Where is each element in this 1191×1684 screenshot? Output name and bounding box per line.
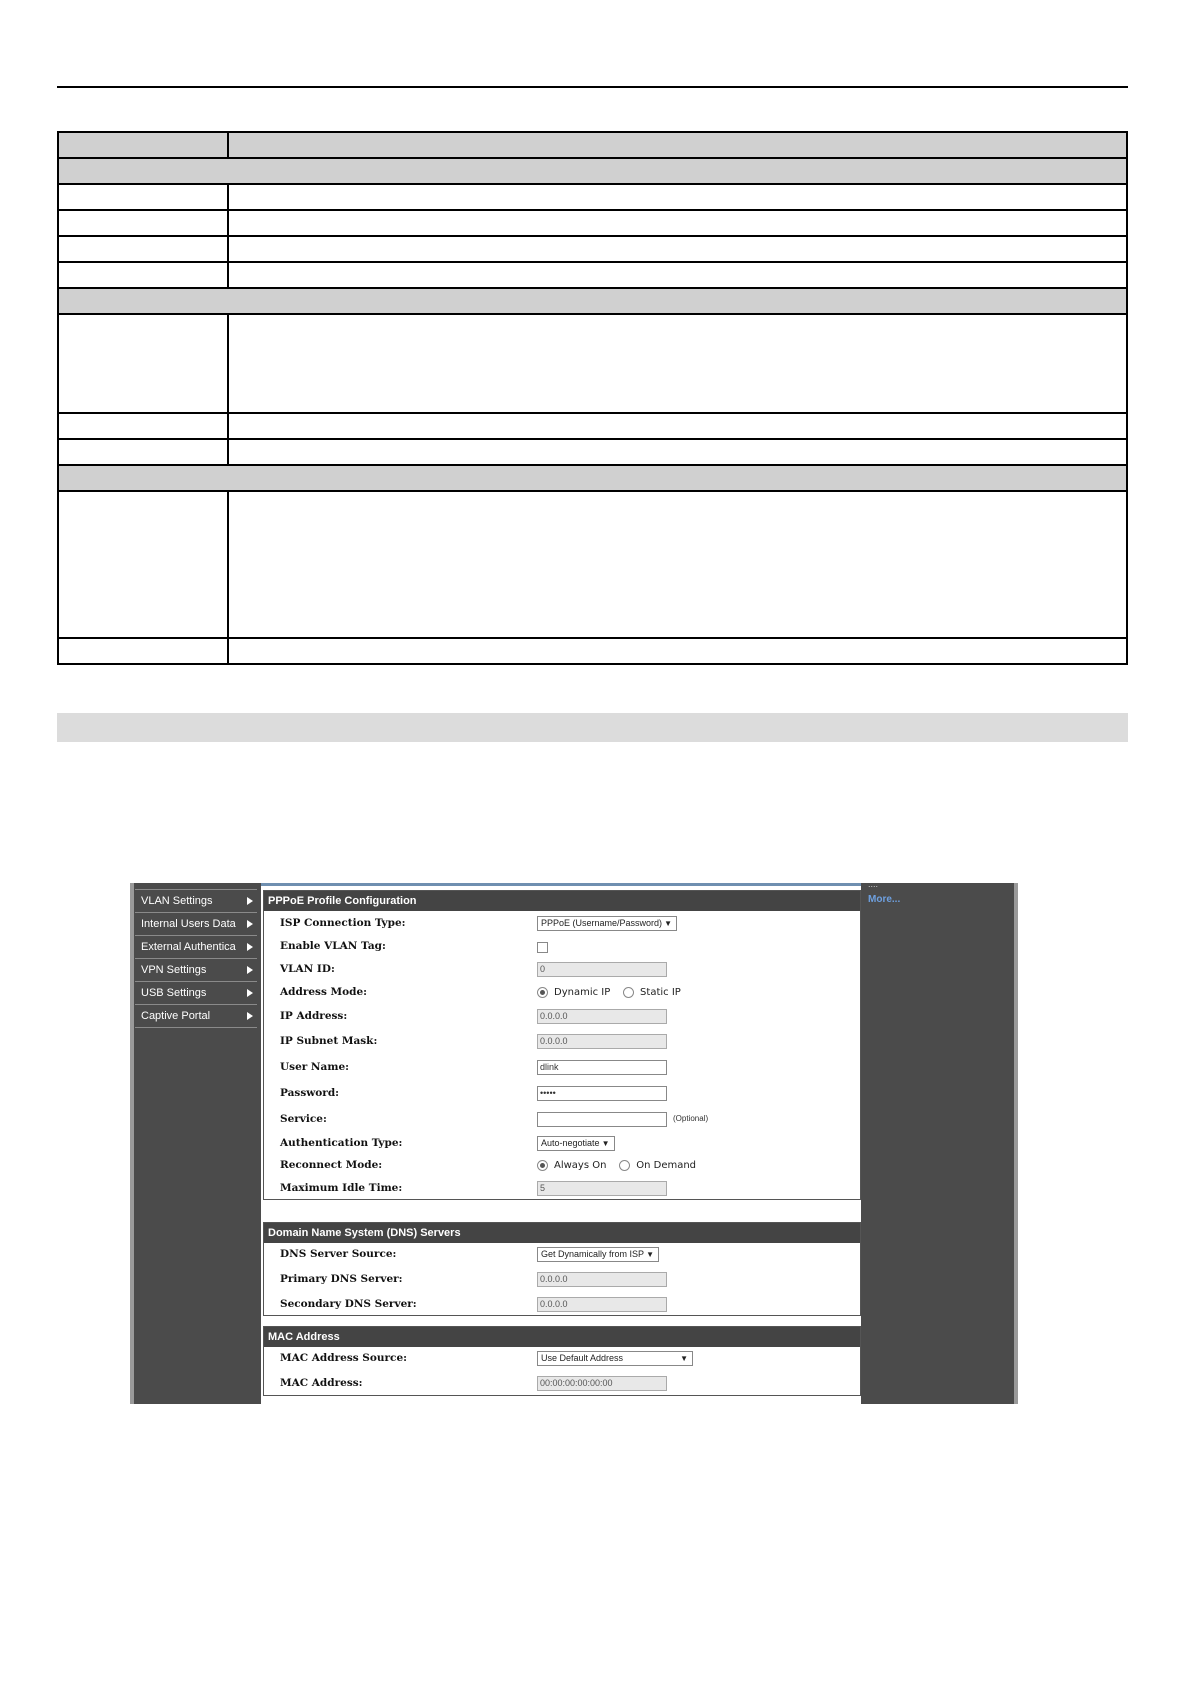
mac-address-source-select[interactable]: Use Default Address ▼ (537, 1351, 693, 1366)
dns-server-source-select[interactable]: Get Dynamically from ISP ▼ (537, 1247, 659, 1262)
ip-subnet-mask-input[interactable]: 0.0.0.0 (537, 1034, 667, 1049)
dropdown-arrow-icon: ▼ (680, 1354, 688, 1363)
sidebar-item-usb-settings[interactable]: USB Settings (135, 981, 257, 1004)
sidebar-item-internal-users-data[interactable]: Internal Users Data (135, 912, 257, 935)
secondary-dns-row (264, 1295, 860, 1315)
primary-dns-input[interactable]: 0.0.0.0 (537, 1272, 667, 1287)
chevron-right-icon (247, 943, 253, 951)
dynamic-ip-radio[interactable] (537, 987, 548, 998)
dns-server-source-label: DNS Server Source: (280, 1248, 397, 1260)
chevron-right-icon (247, 1012, 253, 1020)
mac-address-source-label: MAC Address Source: (280, 1352, 408, 1364)
enable-vlan-tag-label: Enable VLAN Tag: (280, 940, 386, 952)
mac-address-label: MAC Address: (280, 1377, 363, 1389)
chevron-right-icon (247, 897, 253, 905)
ip-address-input[interactable]: 0.0.0.0 (537, 1009, 667, 1024)
address-mode-row (264, 983, 860, 1003)
mac-address-row (264, 1374, 860, 1394)
user-name-input[interactable]: dlink (537, 1060, 667, 1075)
always-on-radio[interactable] (537, 1160, 548, 1171)
dns-server-source-row (264, 1245, 860, 1265)
always-on-label: Always On (554, 1160, 607, 1171)
vlan-id-row (264, 960, 860, 980)
dynamic-ip-label: Dynamic IP (554, 987, 611, 998)
main-content (261, 883, 861, 1404)
table-row (58, 184, 1127, 210)
sidebar-item-vpn-settings[interactable]: VPN Settings (135, 958, 257, 981)
table-row (58, 236, 1127, 262)
service-input[interactable] (537, 1112, 667, 1127)
dns-panel-title: Domain Name System (DNS) Servers (264, 1223, 860, 1243)
table-row (58, 491, 1127, 638)
static-ip-radio[interactable] (623, 987, 634, 998)
isp-connection-type-select[interactable]: PPPoE (Username/Password) ▼ (537, 916, 677, 931)
vlan-id-input[interactable]: 0 (537, 962, 667, 977)
table-row (58, 314, 1127, 413)
table-header-row (58, 132, 1127, 158)
secondary-dns-label: Secondary DNS Server: (280, 1298, 417, 1310)
mac-panel (263, 1326, 861, 1396)
vlan-id-label: VLAN ID: (280, 963, 335, 975)
content-top-line (261, 883, 861, 886)
service-row (264, 1110, 860, 1130)
table-row (58, 439, 1127, 465)
maximum-idle-time-label: Maximum Idle Time: (280, 1182, 403, 1194)
ip-subnet-mask-row (264, 1032, 860, 1052)
on-demand-label: On Demand (636, 1160, 697, 1171)
on-demand-radio[interactable] (619, 1160, 630, 1171)
password-label: Password: (280, 1087, 340, 1099)
pppoe-panel (263, 890, 861, 1200)
dropdown-arrow-icon: ▼ (664, 919, 673, 928)
reconnect-mode-label: Reconnect Mode: (280, 1159, 383, 1171)
mac-panel-title: MAC Address (264, 1327, 860, 1347)
enable-vlan-tag-checkbox[interactable] (537, 942, 548, 953)
static-ip-label: Static IP (640, 987, 681, 998)
header-rule (57, 86, 1128, 88)
sidebar-item-external-authentication[interactable]: External Authentica (135, 935, 257, 958)
chevron-right-icon (247, 989, 253, 997)
sidebar-item-vlan-settings[interactable]: VLAN Settings (135, 889, 257, 912)
table-section-row (58, 465, 1127, 491)
table-row (58, 210, 1127, 236)
dropdown-arrow-icon: ▼ (601, 1139, 610, 1148)
router-ui-screenshot (130, 883, 1018, 1404)
pppoe-panel-title: PPPoE Profile Configuration (264, 891, 860, 911)
password-row (264, 1084, 860, 1104)
parameter-table (57, 131, 1128, 665)
reconnect-mode-row (264, 1156, 860, 1176)
ip-address-row (264, 1007, 860, 1027)
user-name-row (264, 1058, 860, 1078)
mac-address-input[interactable]: 00:00:00:00:00:00 (537, 1376, 667, 1391)
dropdown-arrow-icon: ▼ (646, 1250, 655, 1259)
service-optional-hint: (Optional) (673, 1114, 709, 1123)
table-section-row (58, 158, 1127, 184)
authentication-type-select[interactable]: Auto-negotiate ▼ (537, 1136, 615, 1151)
isp-connection-type-row (264, 914, 860, 934)
primary-dns-row (264, 1270, 860, 1290)
table-row (58, 638, 1127, 664)
service-label: Service: (280, 1113, 327, 1125)
table-row (58, 262, 1127, 288)
maximum-idle-time-row (264, 1179, 860, 1199)
secondary-dns-input[interactable]: 0.0.0.0 (537, 1297, 667, 1312)
isp-connection-type-label: ISP Connection Type: (280, 917, 406, 929)
authentication-type-label: Authentication Type: (280, 1137, 403, 1149)
screenshot-right-border (1014, 883, 1018, 1404)
section-heading-band (57, 713, 1128, 742)
mac-address-source-row (264, 1349, 860, 1369)
sidebar-item-captive-portal[interactable]: Captive Portal (135, 1004, 257, 1028)
authentication-type-row (264, 1134, 860, 1154)
table-row (58, 413, 1127, 439)
sidebar-menu (135, 889, 257, 1028)
right-help-pane (863, 883, 1014, 1404)
chevron-right-icon (247, 966, 253, 974)
enable-vlan-tag-row (264, 937, 860, 957)
dns-panel (263, 1222, 861, 1316)
address-mode-label: Address Mode: (280, 986, 368, 998)
ip-subnet-mask-label: IP Subnet Mask: (280, 1035, 378, 1047)
maximum-idle-time-input[interactable]: 5 (537, 1181, 667, 1196)
more-link[interactable]: More... (868, 894, 901, 905)
password-input[interactable]: ••••• (537, 1086, 667, 1101)
help-pane-cut-text: .... (868, 883, 879, 889)
ip-address-label: IP Address: (280, 1010, 348, 1022)
user-name-label: User Name: (280, 1061, 350, 1073)
primary-dns-label: Primary DNS Server: (280, 1273, 403, 1285)
screenshot-left-border (130, 883, 134, 1404)
table-section-row (58, 288, 1127, 314)
chevron-right-icon (247, 920, 253, 928)
